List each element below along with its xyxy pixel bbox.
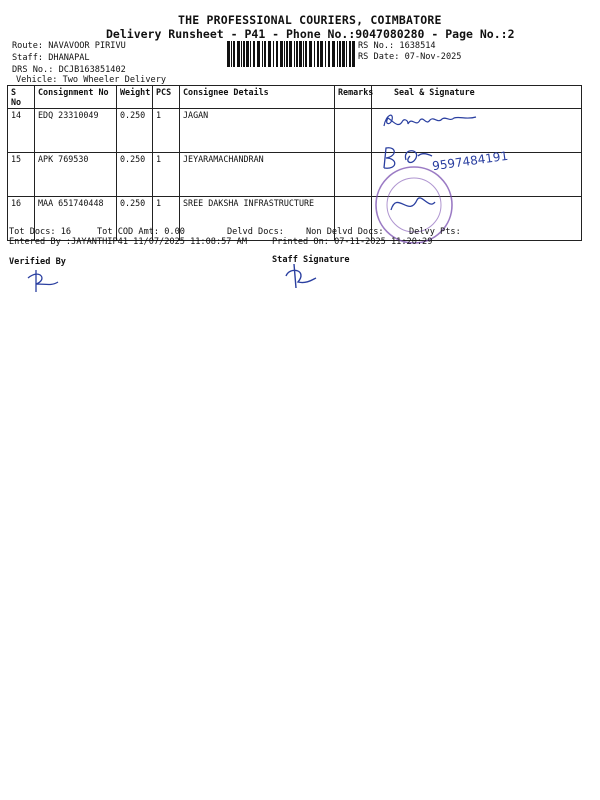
barcode-bar: [237, 41, 240, 67]
signature-cell: [372, 197, 582, 241]
total-docs: Tot Docs: 16: [9, 227, 72, 237]
barcode-bar: [296, 41, 298, 67]
column-header: PCS: [153, 86, 180, 109]
route-text: Route: NAVAVOOR PIRIVU: [12, 41, 126, 51]
barcode-bar: [280, 41, 283, 67]
verified-signature: [22, 266, 62, 296]
barcode-bar: [328, 41, 330, 67]
barcode-bar: [305, 41, 307, 67]
weight-cell: 0.250: [117, 109, 153, 153]
table-header-row: [8, 86, 582, 109]
barcode-bar: [320, 41, 323, 67]
company-title: THE PROFESSIONAL COURIERS, COIMBATORE: [178, 13, 442, 27]
weight-cell: 0.250: [117, 197, 153, 241]
pcs-cell: 1: [153, 153, 180, 197]
barcode-bar: [250, 41, 251, 67]
weight-cell: 0.250: [117, 153, 153, 197]
consignment-cell: EDQ 23310049: [35, 109, 117, 153]
sno-cell: 15: [8, 153, 35, 197]
sno-cell: 16: [8, 197, 35, 241]
column-header: Consignee Details: [180, 86, 335, 109]
consignment-cell: APK 769530: [35, 153, 117, 197]
column-header: Consignment No: [35, 86, 117, 109]
signature-phone-row-15: 9597484191: [431, 148, 509, 174]
total-cod-amount: Tot COD Amt: 0.00: [97, 227, 185, 237]
barcode-bar: [339, 41, 341, 67]
printed-on: Printed On: 07-11-2025 11:20:29: [272, 237, 433, 247]
barcode-bar: [303, 41, 304, 67]
remarks-cell: [335, 153, 372, 197]
barcode-bar: [337, 41, 338, 67]
barcode-bar: [325, 41, 326, 67]
barcode-bar: [309, 41, 312, 67]
column-header: Weight: [117, 86, 153, 109]
barcode-bar: [332, 41, 335, 67]
column-header: Seal & Signature: [372, 86, 582, 109]
runsheet-subtitle: Delivery Runsheet - P41 - Phone No.:9047080280 - Page No.:2: [106, 27, 515, 41]
verified-by-label: Verified By: [9, 257, 66, 267]
barcode-bar: [231, 41, 232, 67]
rs-number: RS No.: 1638514: [358, 41, 436, 51]
pcs-cell: 1: [153, 197, 180, 241]
delivery-points: Delvy Pts:: [409, 227, 461, 237]
barcode-bar: [349, 41, 351, 67]
remarks-cell: [335, 109, 372, 153]
non-delivered-docs: Non Delvd Docs:: [306, 227, 384, 237]
barcode-bar: [317, 41, 319, 67]
barcode-bar: [273, 41, 274, 67]
barcode-bar: [264, 41, 266, 67]
barcode-bar: [262, 41, 263, 67]
consignment-cell: MAA 651740448: [35, 197, 117, 241]
barcode-bar: [299, 41, 302, 67]
barcode-bar: [289, 41, 292, 67]
barcode-bar: [346, 41, 347, 67]
barcode-bar: [246, 41, 249, 67]
barcode-bar: [342, 41, 345, 67]
barcode-bar: [243, 41, 245, 67]
barcode-bar: [253, 41, 255, 67]
pcs-cell: 1: [153, 109, 180, 153]
table-row: [8, 109, 582, 153]
barcode-bar: [241, 41, 242, 67]
rs-date: RS Date: 07-Nov-2025: [358, 52, 462, 62]
staff-signature-label: Staff Signature: [272, 255, 350, 265]
barcode-image: [227, 41, 355, 67]
consignee-cell: JAGAN: [180, 109, 335, 153]
barcode-bar: [227, 41, 230, 67]
drs-number: DRS No.: DCJB163851402: [12, 65, 126, 75]
barcode-bar: [284, 41, 285, 67]
column-header: Remarks: [335, 86, 372, 109]
staff-signature: [282, 262, 322, 292]
consignee-cell: JEYARAMACHANDRAN: [180, 153, 335, 197]
table-row: [8, 197, 582, 241]
signature-cell: [372, 109, 582, 153]
barcode-bar: [257, 41, 260, 67]
delivered-docs: Delvd Docs:: [227, 227, 284, 237]
barcode-bar: [233, 41, 235, 67]
sno-cell: 14: [8, 109, 35, 153]
barcode-bar: [268, 41, 271, 67]
staff-text: Staff: DHANAPAL: [12, 53, 90, 63]
column-header: S No: [8, 86, 35, 109]
entered-by: Entered By :JAYANTHIP41 11/07/2025 11:08:57 AM: [9, 237, 247, 247]
barcode-bar: [294, 41, 295, 67]
barcode-bar: [314, 41, 315, 67]
barcode-bar: [276, 41, 278, 67]
consignee-cell: SREE DAKSHA INFRASTRUCTURE: [180, 197, 335, 241]
vehicle-text: Vehicle: Two Wheeler Delivery: [16, 75, 167, 85]
barcode-bar: [286, 41, 288, 67]
barcode-bar: [352, 41, 355, 67]
